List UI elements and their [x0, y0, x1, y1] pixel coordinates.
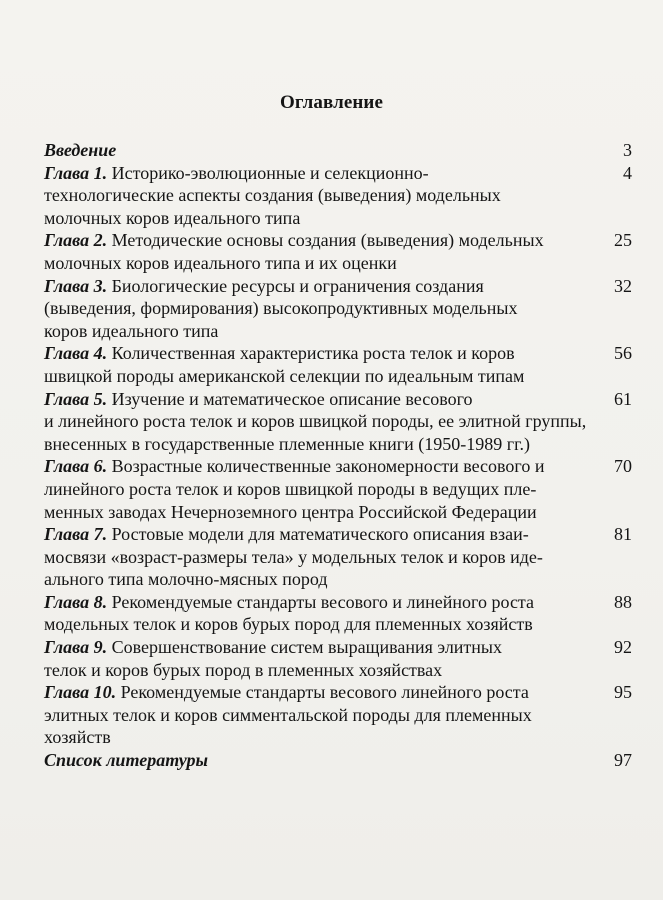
toc-entry-line — [44, 726, 598, 749]
toc-entry-page-number: 97 — [614, 750, 632, 771]
toc-entry-label: Глава 6. — [44, 456, 108, 477]
toc-entry-label: Глава 2. — [44, 230, 108, 251]
toc-entry-line — [44, 388, 598, 411]
toc-entry-line — [44, 229, 598, 252]
toc-entry-text: мосвязи «возраст-размеры тела» у модельных телок и коров иде- — [44, 546, 543, 567]
toc-entry-text: Количественная характеристика роста телок и коров — [107, 343, 515, 364]
toc-entry-line — [44, 297, 598, 320]
toc-entry — [44, 749, 632, 772]
toc-entry-line — [44, 184, 598, 207]
toc-entry-label: Глава 10. — [44, 682, 117, 703]
toc-entry-label: Глава 9. — [44, 637, 108, 658]
toc-entry-line — [44, 365, 598, 388]
toc-entry-text: линейного роста телок и коров швицкой породы в ведущих пле- — [44, 478, 537, 499]
toc-entry-text: Рекомендуемые стандарты весового и линейного роста — [107, 591, 535, 612]
toc-entry-page-number: 3 — [623, 140, 632, 160]
toc-entry — [44, 523, 632, 591]
toc-entry-page-number: 70 — [614, 456, 632, 477]
toc-entry-label: Глава 8. — [44, 591, 108, 612]
toc-entry-text: коров идеального типа — [44, 320, 219, 341]
toc-entry-line — [44, 275, 598, 298]
toc-entry-line — [44, 749, 598, 772]
toc-entry-page-number: 81 — [614, 524, 632, 545]
toc-entry-page-number: 95 — [614, 682, 632, 703]
toc-entry-line — [44, 478, 598, 501]
toc-entry-line — [44, 162, 598, 185]
toc-entry-line — [44, 207, 598, 230]
toc-entry-line — [44, 636, 598, 659]
toc-entry-text: Историко-эволюционные и селекционно- — [107, 162, 429, 183]
toc-entry-line — [44, 410, 598, 433]
toc-entry-text: модельных телок и коров бурых пород для племенных хозяйств — [44, 614, 533, 635]
toc-entry-line — [44, 320, 598, 343]
toc-entry-line — [44, 613, 598, 636]
toc-entry-text: Совершенствование систем выращивания элитных — [107, 637, 503, 658]
toc-entry-text: Методические основы создания (выведения) модельных — [107, 230, 544, 251]
toc-entry-text: (выведения, формирования) высокопродуктивных модельных — [44, 298, 518, 319]
toc-entry-text: менных заводах Нечерноземного центра Российской Федерации — [44, 501, 537, 522]
toc-entry — [44, 162, 632, 230]
toc-entry-line — [44, 252, 598, 275]
toc-entry-text: Биологические ресурсы и ограничения создания — [107, 275, 484, 296]
toc-entry-text: телок и коров бурых пород в племенных хозяйствах — [44, 659, 443, 680]
toc-entry-text: хозяйств — [44, 727, 111, 748]
toc-entry-text: Рекомендуемые стандарты весового линейного роста — [116, 682, 529, 703]
toc-entry-text: и линейного роста телок и коров швицкой породы, ее элитной группы, — [44, 411, 587, 432]
toc-entry-label: Глава 3. — [44, 275, 108, 296]
toc-entry-line — [44, 139, 598, 162]
toc-entry-label: Введение — [44, 140, 117, 160]
toc-entry-page-number: 56 — [614, 343, 632, 364]
toc-entry-text: Изучение и математическое описание весового — [107, 388, 473, 409]
toc-entry-line — [44, 455, 598, 478]
toc-entry-line — [44, 704, 598, 727]
toc-entry-line — [44, 591, 598, 614]
toc-entry-page-number: 25 — [614, 230, 632, 251]
toc-entry-text: швицкой породы американской селекции по идеальным типам — [44, 365, 525, 386]
toc-entry-text: технологические аспекты создания (выведения) модельных — [44, 185, 501, 206]
toc-entry-text: внесенных в государственные племенные книги (1950-1989 гг.) — [44, 433, 530, 454]
toc-entry-line — [44, 433, 598, 456]
toc-entry-page-number: 4 — [623, 162, 632, 183]
toc-entry-line — [44, 546, 598, 569]
toc-entry-label: Глава 4. — [44, 343, 108, 364]
toc-entry — [44, 275, 632, 343]
toc-entry — [44, 591, 632, 636]
page-title: Оглавление — [279, 92, 384, 113]
toc-entry-line — [44, 659, 598, 682]
toc-entry-text: Ростовые модели для математического описания взаи- — [107, 524, 529, 545]
toc-entry-line — [44, 501, 598, 524]
toc-entry-line — [44, 681, 598, 704]
toc-entry-line — [44, 523, 598, 546]
toc-entry — [44, 681, 632, 749]
toc-entry-page-number: 88 — [614, 591, 632, 612]
toc-entry — [44, 229, 632, 274]
table-of-contents — [44, 139, 632, 772]
toc-entry-label: Глава 7. — [44, 524, 108, 545]
toc-entry — [44, 342, 632, 387]
toc-entry — [44, 388, 632, 456]
toc-entry-line — [44, 568, 598, 591]
toc-entry-page-number: 32 — [614, 275, 632, 296]
toc-entry-label: Список литературы — [44, 750, 208, 771]
toc-entry — [44, 636, 632, 681]
toc-entry — [44, 139, 632, 162]
toc-entry-text: молочных коров идеального типа — [44, 207, 301, 228]
toc-entry-text: Возрастные количественные закономерности весового и — [107, 456, 545, 477]
toc-entry-page-number: 92 — [614, 637, 632, 658]
toc-entry-text: элитных телок и коров симментальской породы для племенных — [44, 704, 532, 725]
toc-entry — [44, 455, 632, 523]
toc-entry-page-number: 61 — [614, 388, 632, 409]
toc-entry-text: ального типа молочно-мясных пород — [44, 569, 328, 590]
toc-entry-label: Глава 5. — [44, 388, 108, 409]
toc-entry-text: молочных коров идеального типа и их оценки — [44, 252, 397, 273]
toc-entry-label: Глава 1. — [44, 162, 108, 183]
toc-entry-line — [44, 342, 598, 365]
